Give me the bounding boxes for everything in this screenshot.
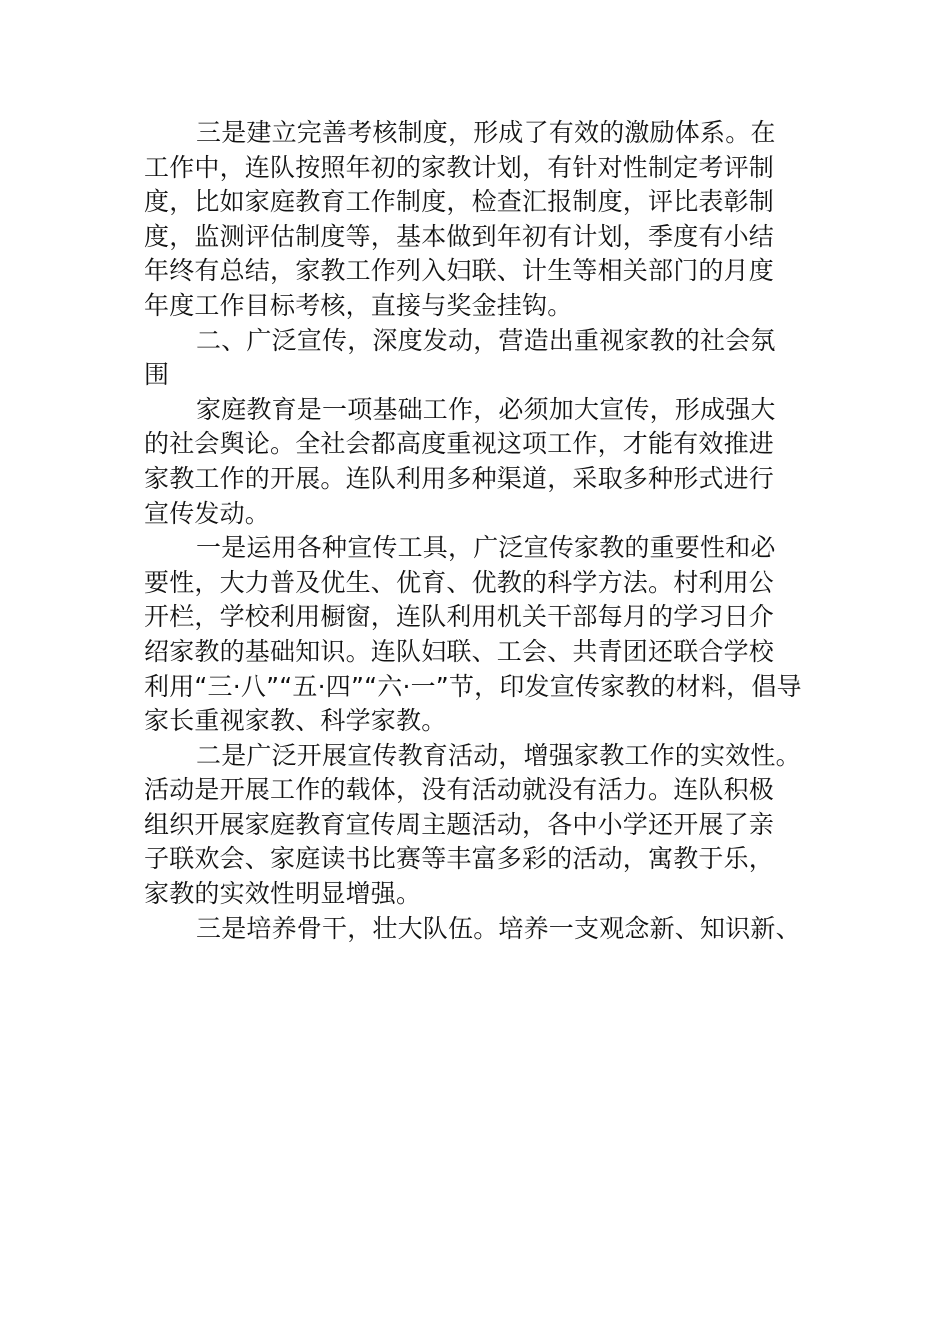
text-line: 宣传发动。 — [144, 498, 271, 528]
text-line: 度，比如家庭教育工作制度，检查汇报制度，评比表彰制 — [144, 187, 775, 217]
text-line: 二是广泛开展宣传教育活动，增强家教工作的实效性。 — [196, 740, 801, 770]
section-heading-continued: 围 — [144, 360, 170, 390]
section-heading: 二、广泛宣传，深度发动，营造出重视家教的社会氛 — [196, 325, 776, 355]
text-line: 开栏，学校利用橱窗，连队利用机关干部每月的学习日介 — [144, 602, 775, 632]
text-line: 子联欢会、家庭读书比赛等丰富多彩的活动，寓教于乐， — [144, 844, 775, 874]
text-line: 绍家教的基础知识。连队妇联、工会、共青团还联合学校 — [144, 636, 775, 666]
text-line: 工作中，连队按照年初的家教计划，有针对性制定考评制 — [144, 152, 775, 182]
text-line: 家教工作的开展。连队利用多种渠道，采取多种形式进行 — [144, 463, 775, 493]
text-line: 三是培养骨干，壮大队伍。培养一支观念新、知识新、 — [196, 913, 801, 943]
text-line: 年度工作目标考核，直接与奖金挂钩。 — [144, 290, 573, 320]
text-line: 年终有总结，家教工作列入妇联、计生等相关部门的月度 — [144, 256, 775, 286]
text-line: 一是运用各种宣传工具，广泛宣传家教的重要性和必 — [196, 533, 776, 563]
text-line: 活动是开展工作的载体，没有活动就没有活力。连队积极 — [144, 775, 775, 805]
text-line: 的社会舆论。全社会都高度重视这项工作，才能有效推进 — [144, 429, 775, 459]
text-line: 组织开展家庭教育宣传周主题活动，各中小学还开展了亲 — [144, 809, 775, 839]
body-text — [144, 116, 816, 946]
text-line: 三是建立完善考核制度，形成了有效的激励体系。在 — [196, 118, 776, 147]
text-line: 家庭教育是一项基础工作，必须加大宣传，形成强大 — [196, 394, 776, 424]
text-line: 度，监测评估制度等，基本做到年初有计划，季度有小结 — [144, 221, 775, 251]
text-line: 要性，大力普及优生、优育、优教的科学方法。村利用公 — [144, 567, 775, 597]
text-line: 利用“三·八”“五·四”“六·一”节，印发宣传家教的材料，倡导 — [144, 671, 802, 701]
text-line: 家长重视家教、科学家教。 — [144, 706, 447, 736]
text-line: 家教的实效性明显增强。 — [144, 879, 422, 909]
